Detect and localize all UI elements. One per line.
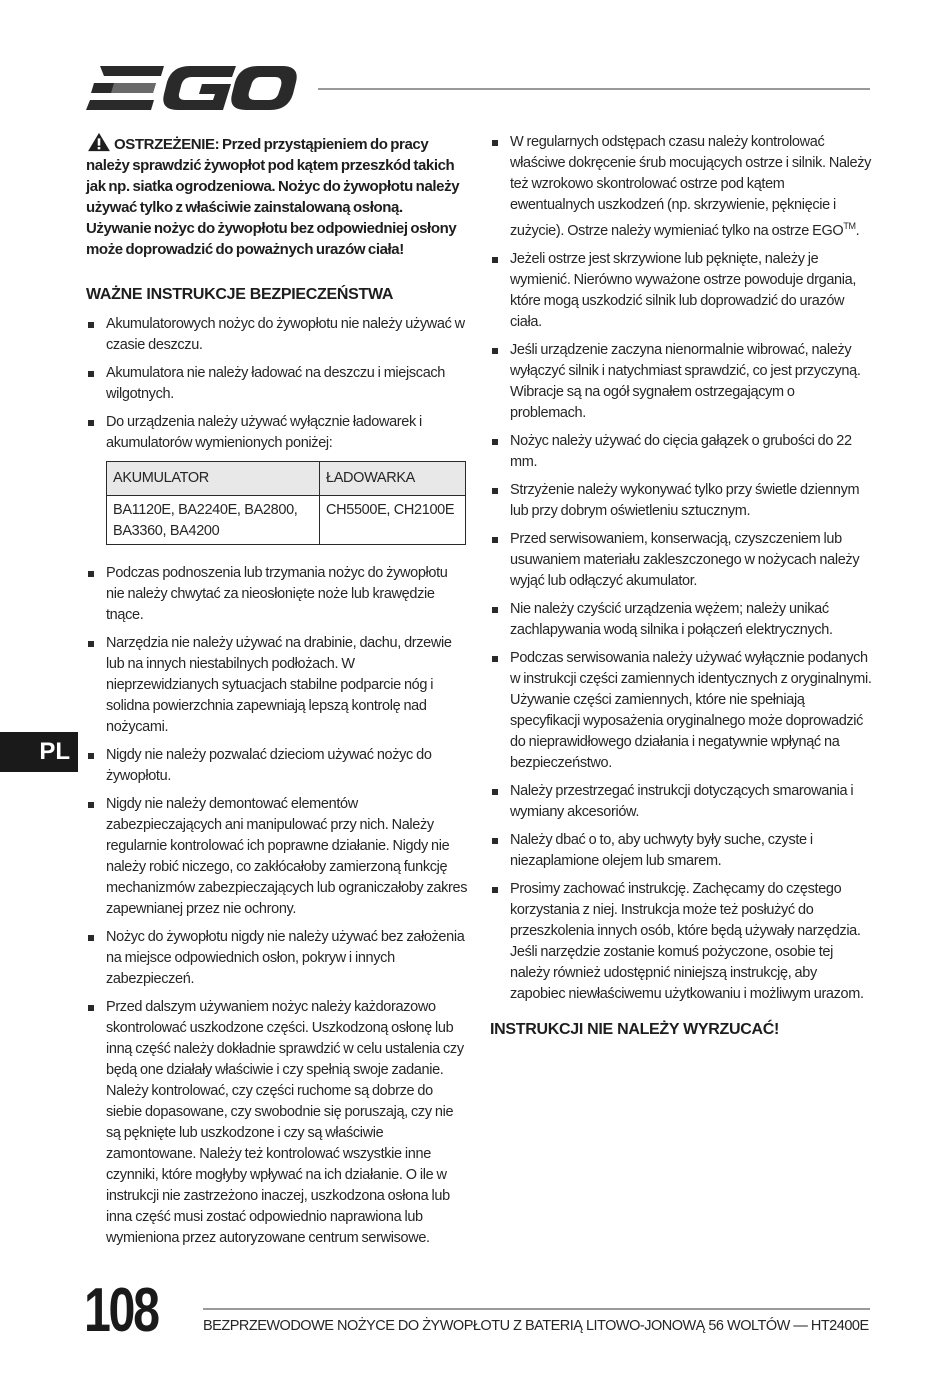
warning-label: OSTRZEŻENIE: [114,136,220,153]
closing-note: INSTRUKCJI NIE NALEŻY WYRZUCAĆ! [490,1020,780,1038]
safety-list-c [490,132,872,1005]
list-item: Do urządzenia należy używać wyłącznie ładowarek i akumulatorów wymienionych poniżej: [86,412,468,454]
table-row [107,496,466,545]
table-header-battery: AKUMULATOR [107,462,320,496]
list-item: Podczas podnoszenia lub trzymania nożyc do żywopłotu nie należy chwytać za nieosłonięte noże lub krawędzie tnące. [86,563,468,626]
list-item: Przed dalszym używaniem nożyc należy każdorazowo skontrolować uszkodzone części. Uszkodzoną osłonę lub inną część należy dokładnie sprawdzić w celu ustalenia czy będą one działały właściwie i czy spełnią swoje zadanie. Należy kontrolować, czy części ruchome są dobrze do siebie dopasowane, czy swobodnie się poruszają, czy nie są pęknięte lub uszkodzone i czy są właściwie zamontowane. Należy też kontrolować wszystkie inne czynniki, które mogłyby wpływać na ich działanie. O ile w instrukcji nie zastrzeżono inaczej, uszkodzona osłona lub inna część musi zostać odpowiednio naprawiona lub wymieniona przez autoryzowane centrum serwisowe. [86,997,468,1249]
table-header-charger: ŁADOWARKA [320,462,466,496]
list-item: Akumulatora nie należy ładować na deszczu i miejscach wilgotnych. [86,363,468,405]
page-number: 108 [84,1276,158,1345]
list-item: Przed serwisowaniem, konserwacją, czyszczeniem lub usuwaniem materiału zakleszczonego w nożycach należy wyjąć lub odłączyć akumulator. [490,529,872,592]
trademark-sup: TM [843,221,856,231]
list-item: Nożyc należy używać do cięcia gałązek o grubości do 22 mm. [490,431,872,473]
section-title: WAŻNE INSTRUKCJE BEZPIECZEŃSTWA [86,286,394,303]
list-item: Prosimy zachować instrukcję. Zachęcamy do częstego korzystania z niej. Instrukcja może też posłużyć do przeszkolenia innych osób, które będą używały narzędzia. Jeśli narzędzie zostanie komuś pożyczone, osobie tej należy również udostępnić niniejszą instrukcję, aby zapobiec niewłaściwemu użytkowaniu i możliwym urazom. [490,879,872,1005]
warning-block [86,132,468,260]
list-item-end: . [855,222,860,239]
list-item [490,132,872,242]
compatibility-table [106,461,466,545]
list-item: Narzędzia nie należy używać na drabinie, dachu, drzewie lub na innych niestabilnych podłożach. W nieprzewidzianych sytuacjach stabilne podparcie nóg i solidna powierzchnia zapewniają lepszą kontrolę nad nożycami. [86,633,468,738]
list-item: Należy dbać o to, aby uchwyty były suche, czyste i niezaplamione olejem lub smarem. [490,830,872,872]
footer-rule [203,1308,870,1310]
list-item: Jeśli urządzenie zaczyna nienormalnie wibrować, należy wyłączyć silnik i natychmiast sprawdzić, co jest przyczyną. Wibracje są na ogół sygnałem ostrzegającym o problemach. [490,340,872,424]
list-item: Jeżeli ostrze jest skrzywione lub pęknięte, należy je wymienić. Nierówno wyważone ostrze powoduje drgania, które mogą uszkodzić silnik lub doprowadzić do urazów ciała. [490,249,872,333]
list-item: Akumulatorowych nożyc do żywopłotu nie należy używać w czasie deszczu. [86,314,468,356]
list-item-text: W regularnych odstępach czasu należy kontrolować właściwe dokręcenie śrub mocujących ostrze i silnik. Należy też wzrokowo skontrolować ostrze pod kątem ewentualnych uszkodzeń (np. skrzywienie, pęknięcie i zużycie). Ostrze należy wymieniać tylko na ostrze EGO [510,134,872,239]
footer-title: BEZPRZEWODOWE NOŻYCE DO ŻYWOPŁOTU Z BATERIĄ LITOWO-JONOWĄ 56 WOLTÓW — HT2400E [203,1318,869,1334]
list-item: Nożyc do żywopłotu nigdy nie należy używać bez założenia na miejsce odpowiednich osłon, pokryw i innych zabezpieczeń. [86,927,468,990]
right-column [490,132,872,1039]
safety-list-a [86,314,468,454]
language-tab: PL [0,732,78,772]
safety-list-b [86,563,468,1249]
header-rule [318,88,870,90]
table-cell-chargers: CH5500E, CH2100E [320,496,466,545]
warning-triangle-icon [86,132,112,152]
left-column [86,132,468,1256]
list-item: Nie należy czyścić urządzenia wężem; należy unikać zachlapywania wodą silnika i połączeń elektrycznych. [490,599,872,641]
list-item: Podczas serwisowania należy używać wyłącznie podanych w instrukcji części zamiennych identycznych z oryginalnymi. Używanie części zamiennych, które nie spełniają specyfikacji wyposażenia oryginalnego może doprowadzić do nieprawidłowego działania i negatywnie wpłynąć na bezpieczeństwo. [490,648,872,774]
list-item: Należy przestrzegać instrukcji dotyczących smarowania i wymiany akcesoriów. [490,781,872,823]
warning-text: Przed przystąpieniem do pracy należy sprawdzić żywopłot pod kątem przeszkód takich jak np. siatka ogrodzeniowa. Nożyc do żywopłotu należy używać tylko z właściwie zainstalowaną osłoną. Używanie nożyc do żywopłotu bez odpowiedniej osłony może doprowadzić do poważnych urazów ciała! [86,136,460,258]
list-item: Nigdy nie należy pozwalać dzieciom używać nożyc do żywopłotu. [86,745,468,787]
ego-logo [86,64,298,112]
table-cell-batteries: BA1120E, BA2240E, BA2800, BA3360, BA4200 [107,496,320,545]
list-item: Nigdy nie należy demontować elementów zabezpieczających ani manipulować przy nich. Należy regularnie kontrolować ich poprawne działanie. Nigdy nie należy robić niczego, co zakłócałoby zamierzoną funkcję mechanizmów zabezpieczających lub ograniczałoby zakres zapewnianej przez nie ochrony. [86,794,468,920]
list-item: Strzyżenie należy wykonywać tylko przy świetle dziennym lub przy dobrym oświetleniu sztucznym. [490,480,872,522]
